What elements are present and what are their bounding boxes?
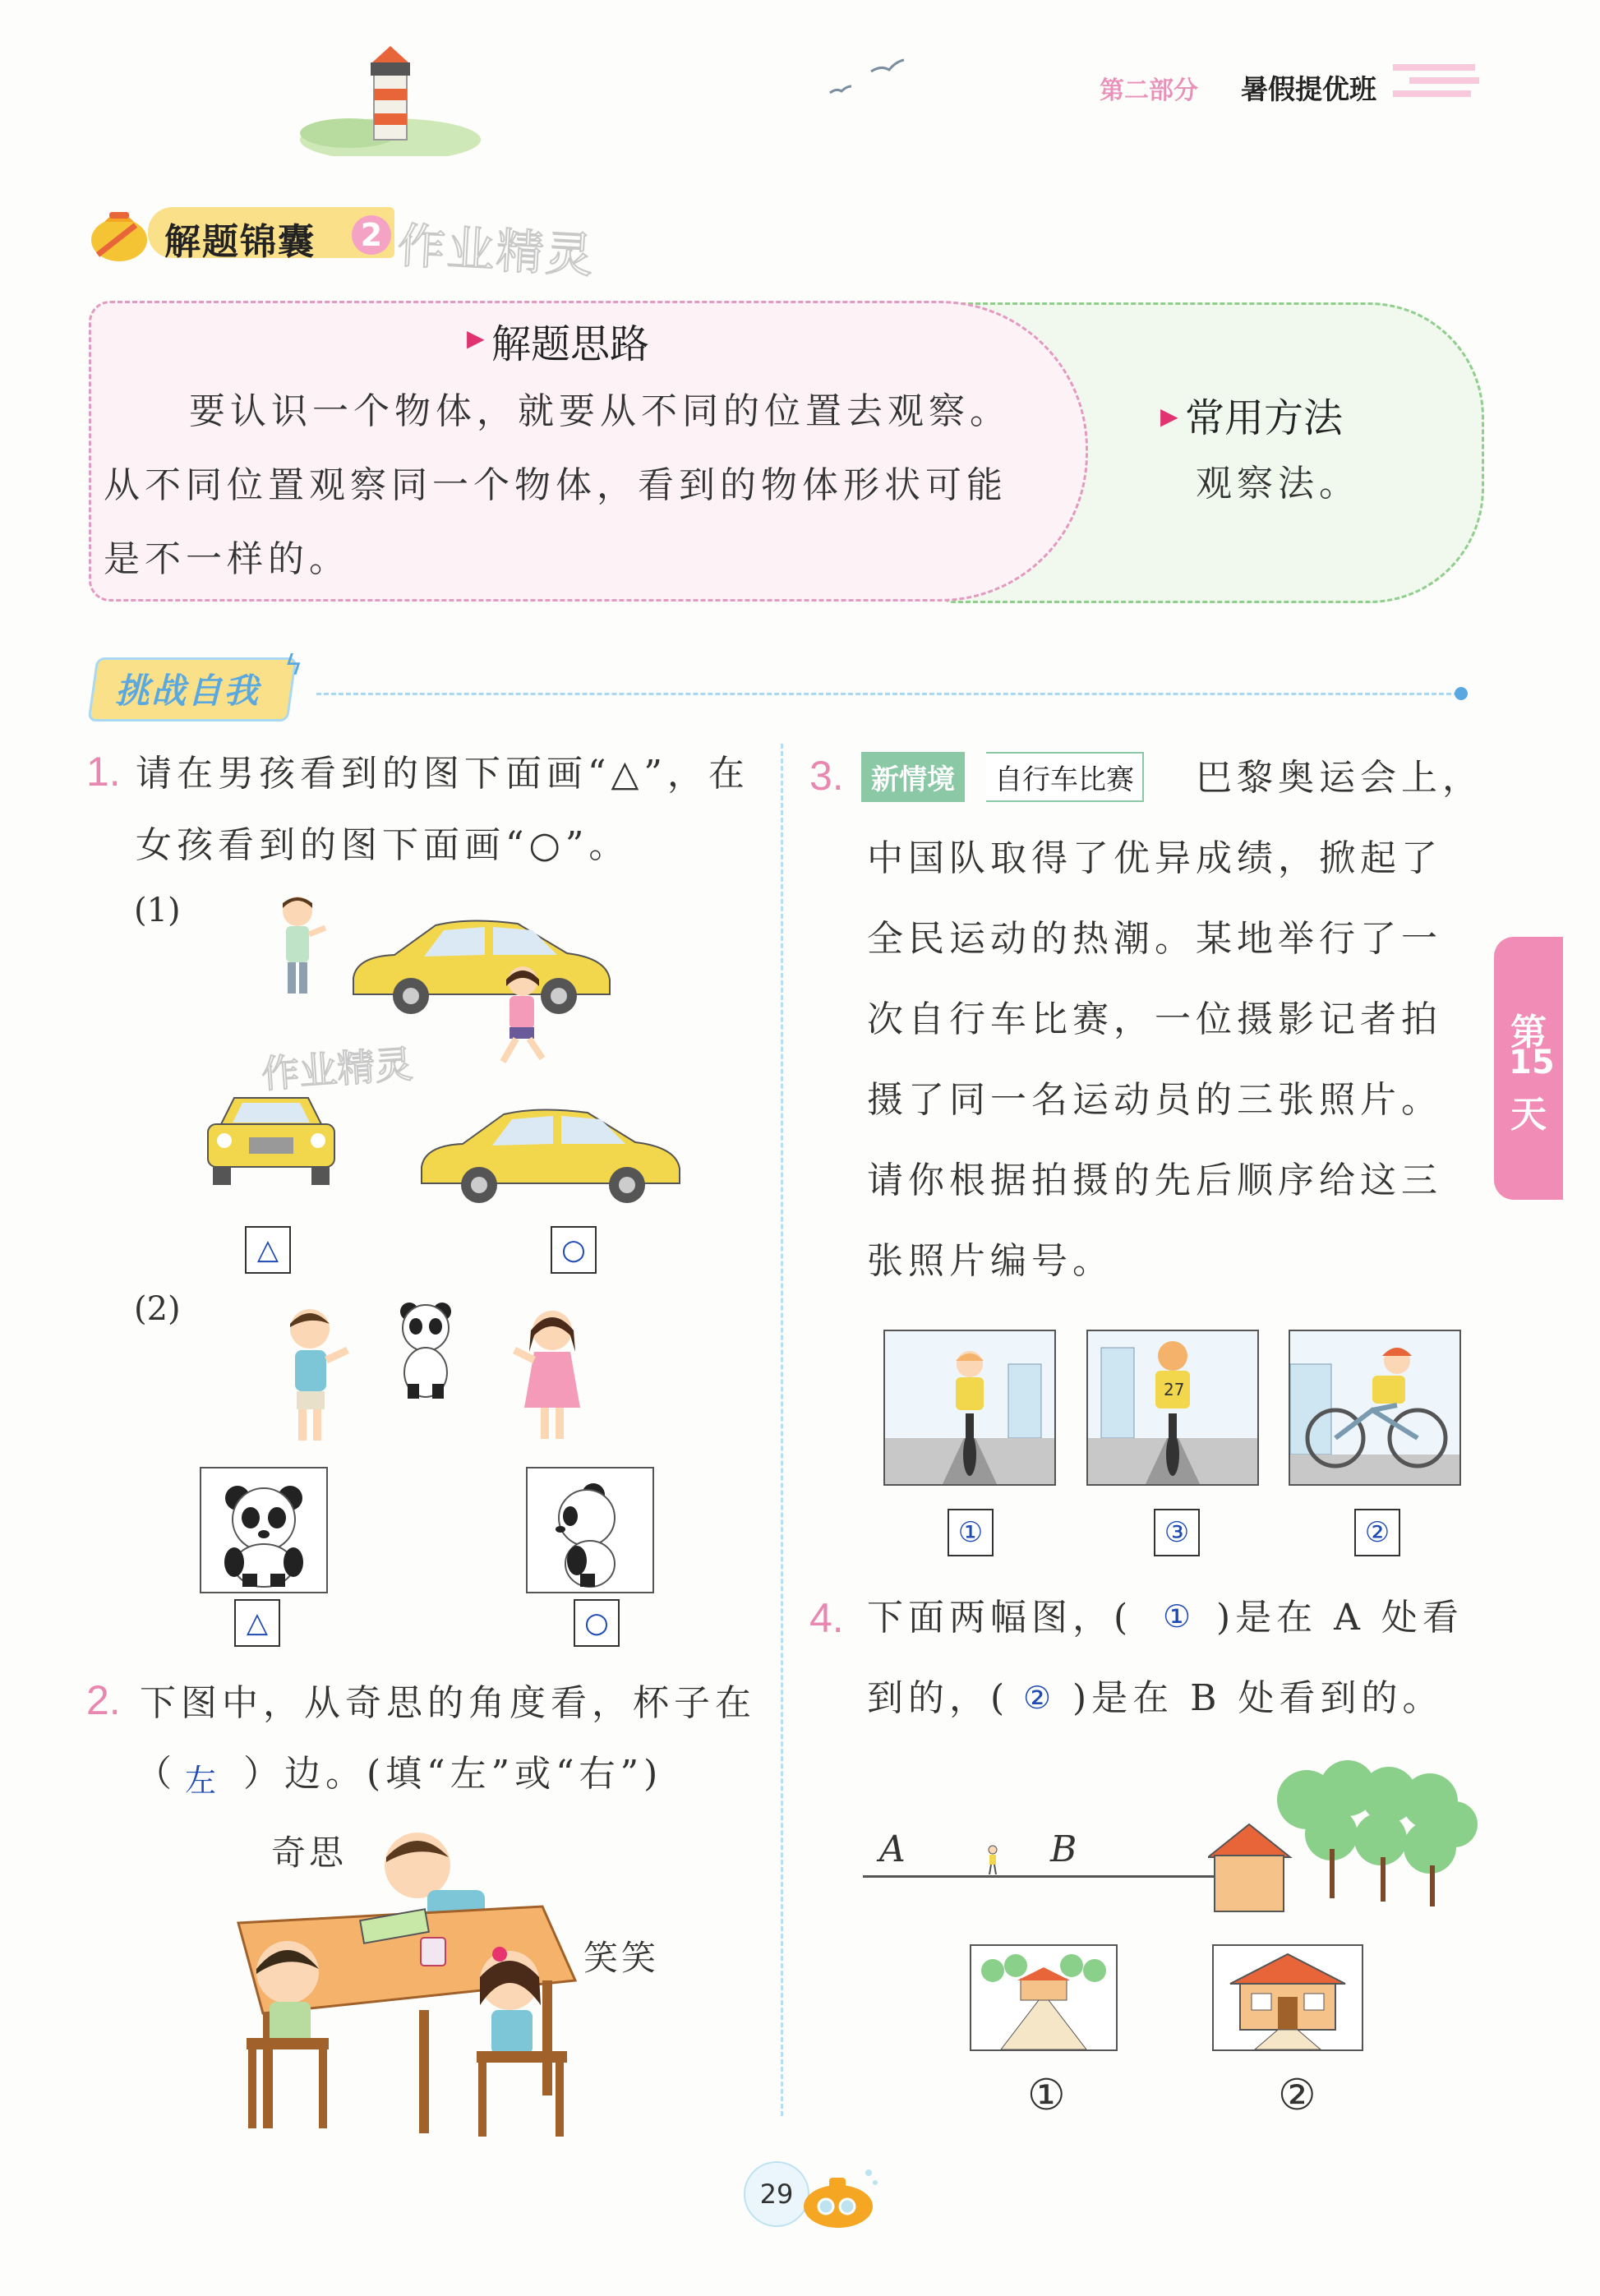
q4-view-image-2 xyxy=(1212,1944,1363,2051)
watermark-text: 作业精灵 xyxy=(396,217,597,284)
q2-number: 2. xyxy=(86,1677,121,1723)
side-tab-line-3: 天 xyxy=(1510,1094,1547,1136)
car-side-view xyxy=(345,912,616,1019)
q1-part2-label: (2) xyxy=(134,1290,181,1328)
method-arrow-icon: ▶ xyxy=(1160,403,1178,430)
header-illustration xyxy=(292,41,489,156)
boy-figure-2 xyxy=(275,1302,353,1446)
side-tab-line-2: 15 xyxy=(1509,1044,1555,1081)
panda-side-image xyxy=(526,1467,654,1593)
method-label: 常用方法 xyxy=(1185,395,1344,441)
section-title: 解题锦囊 xyxy=(164,221,316,263)
q3-answer-box-1[interactable]: ① xyxy=(948,1509,994,1556)
challenge-divider xyxy=(316,693,1459,695)
challenge-divider-dot xyxy=(1455,687,1468,700)
cyclist-bib-number: 27 xyxy=(1164,1380,1185,1399)
q4-house-trees-illustration xyxy=(1208,1759,1479,1923)
girl-figure-2 xyxy=(508,1302,590,1446)
q3-tag-topic: 自行车比赛 xyxy=(986,752,1144,802)
q2-line-2-post: ）边。(填“左”或“右”) xyxy=(243,1753,663,1795)
q1-2-answer-box-b[interactable]: ○ xyxy=(574,1599,620,1647)
boy-figure xyxy=(265,892,330,998)
header-stripe-decoration xyxy=(1393,56,1479,105)
header-series-title: 暑假提优班 xyxy=(1241,73,1376,105)
page-number: 29 xyxy=(744,2161,809,2227)
q4-label-2: ② xyxy=(1278,2071,1316,2120)
q3-line-7: 张照片编号。 xyxy=(867,1240,1114,1282)
header-part-label: 第二部分 xyxy=(1100,76,1198,105)
q3-answer-box-2[interactable]: ③ xyxy=(1154,1509,1200,1556)
q4-road-line xyxy=(863,1875,1241,1878)
q4-line-1-pre: 下面两幅图，( xyxy=(867,1597,1133,1639)
q1-2-answer-box-a[interactable]: △ xyxy=(234,1599,280,1647)
q3-tag: 新情境 xyxy=(861,752,965,802)
q3-number: 3. xyxy=(809,753,844,799)
thinking-line-2: 从不同位置观察同一个物体，看到的物体形状可能 xyxy=(104,464,1007,506)
side-tab-line-1: 第 xyxy=(1510,1012,1547,1053)
q4-line-2-post: )是在 B 处看到的。 xyxy=(1072,1677,1444,1719)
q1-watermark: 作业精灵 xyxy=(260,1041,414,1097)
q4-person-icon xyxy=(984,1845,1001,1874)
section-badge: 2 xyxy=(352,215,391,255)
q3-line-2: 中国队取得了优异成绩，掀起了 xyxy=(867,837,1442,879)
q3-line-6: 请你根据拍摄的先后顺序给这三 xyxy=(867,1160,1442,1201)
q4-line-1-post: )是在 A 处看 xyxy=(1216,1597,1464,1639)
q1-1-answer-box-b[interactable]: ○ xyxy=(551,1226,597,1274)
q2-name-xiaoxiao: 笑笑 xyxy=(583,1938,660,1978)
challenge-title: 挑战自我 xyxy=(115,671,261,711)
q4-number: 4. xyxy=(809,1595,844,1641)
q1-part1-label: (1) xyxy=(134,892,181,929)
q4-label-1: ① xyxy=(1027,2071,1066,2120)
submarine-icon xyxy=(793,2161,883,2235)
thinking-label: 解题思路 xyxy=(491,321,650,367)
cyclist-photo-back xyxy=(1086,1330,1259,1486)
thinking-line-1: 要认识一个物体，就要从不同的位置去观察。 xyxy=(189,390,1011,432)
q3-line-3: 全民运动的热潮。某地举行了一 xyxy=(867,918,1442,960)
birds-decoration xyxy=(822,53,920,103)
q3-line-4: 次自行车比赛，一位摄影记者拍 xyxy=(867,998,1442,1040)
panda-figure xyxy=(393,1298,459,1401)
column-divider xyxy=(781,744,783,2116)
q3-answer-box-3[interactable]: ② xyxy=(1354,1509,1400,1556)
car-side-view-2 xyxy=(415,1101,686,1208)
q2-line-1: 下图中，从奇思的角度看，杯子在 xyxy=(140,1682,756,1724)
cyclist-photo-side xyxy=(1289,1330,1461,1486)
panda-front-image xyxy=(200,1467,328,1593)
girl-figure xyxy=(485,961,559,1068)
car-front-view xyxy=(201,1091,341,1190)
cyclist-photo-front xyxy=(883,1330,1056,1486)
thinking-line-3: 是不一样的。 xyxy=(104,538,350,580)
q2-line-2-pre: （ xyxy=(136,1753,177,1795)
thinking-arrow-icon: ▶ xyxy=(467,325,485,352)
q1-number: 1. xyxy=(86,749,121,795)
q4-view-image-1 xyxy=(970,1944,1118,2051)
q4-answer-2[interactable]: ② xyxy=(1023,1680,1052,1716)
q2-answer[interactable]: 左 xyxy=(185,1763,217,1799)
q3-line-1: 巴黎奥运会上， xyxy=(1196,757,1483,799)
lightning-icon: ϟ xyxy=(284,649,303,682)
q2-name-qisi: 奇思 xyxy=(271,1833,348,1873)
q4-point-a: A xyxy=(879,1828,906,1870)
q4-point-b: B xyxy=(1050,1828,1077,1870)
money-bag-icon xyxy=(86,189,152,263)
q4-line-2-pre: 到的，( xyxy=(867,1677,1010,1719)
q1-line-1: 请在男孩看到的图下面画“△”，在 xyxy=(136,753,749,795)
table-scene-illustration xyxy=(230,1816,592,2145)
q4-answer-1[interactable]: ① xyxy=(1163,1598,1192,1634)
q1-1-answer-box-a[interactable]: △ xyxy=(245,1226,291,1274)
method-text: 观察法。 xyxy=(1196,463,1360,505)
q1-line-2: 女孩看到的图下面画“○”。 xyxy=(136,824,630,866)
q3-line-5: 摄了同一名运动员的三张照片。 xyxy=(867,1079,1442,1121)
